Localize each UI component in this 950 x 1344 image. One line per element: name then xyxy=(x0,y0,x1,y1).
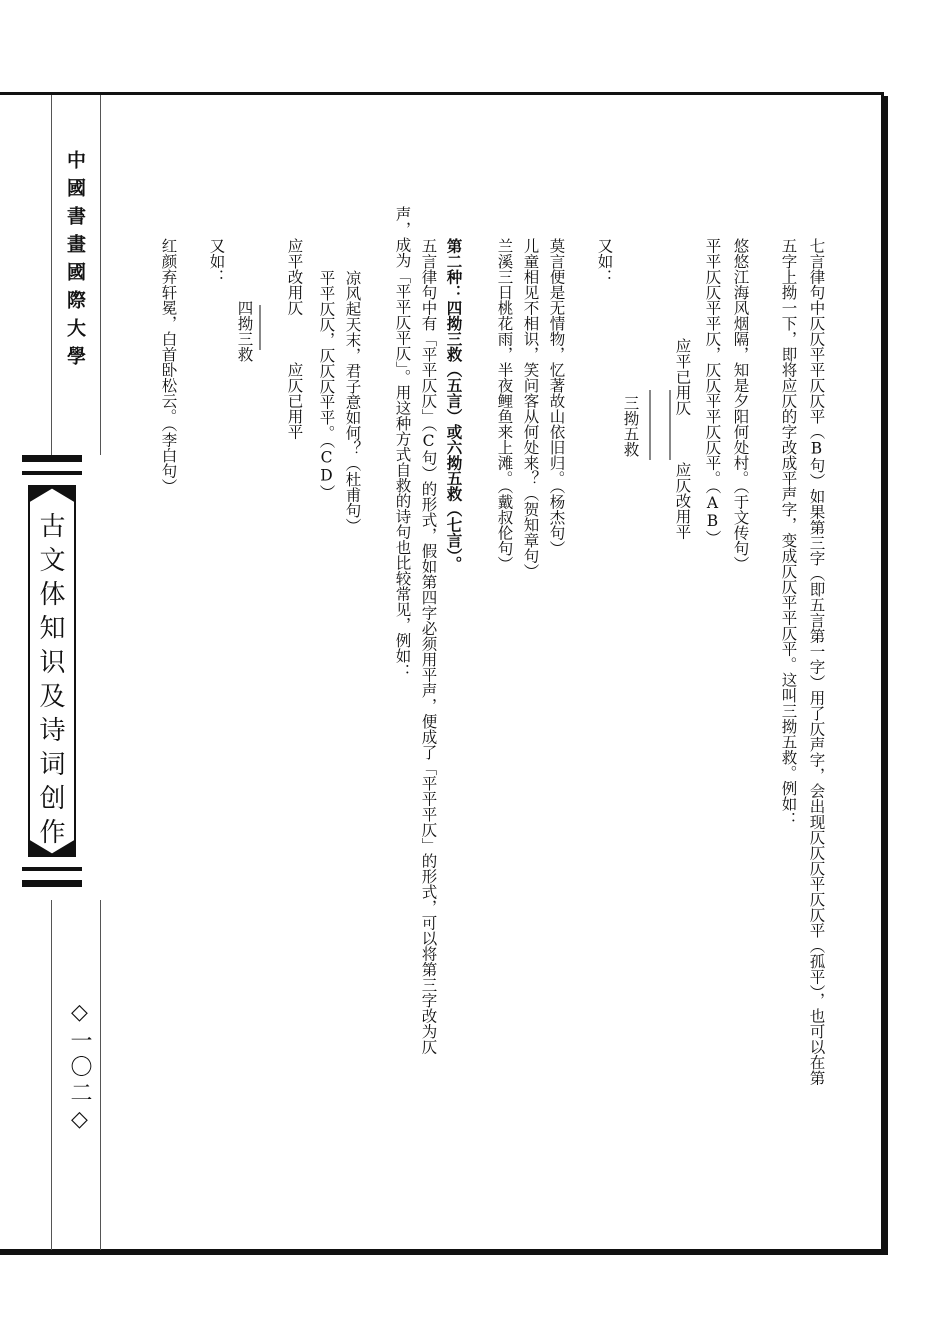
page-number: ◇一〇二◇ xyxy=(67,1000,92,1136)
tone-pattern-2: 平平仄仄，仄仄仄平平。（CD） xyxy=(317,270,336,500)
text-line-2: 五字上拗一下，即将应仄的字改成平声字，变成仄仄平平仄平。这叫三拗五救。例如： xyxy=(779,238,798,827)
section-heading-2: 第二种：四拗三救（五言）或六拗五救（七言）。 xyxy=(444,238,464,572)
poem-line-2: 莫言便是无情物，忆著故山依旧归。（杨杰句） xyxy=(547,238,566,556)
title-band-bottom-bar xyxy=(22,880,82,887)
poem-line-5: 凉风起天末，君子意如何？（杜甫句） xyxy=(343,270,362,534)
sidebar-rule-right-lower xyxy=(100,900,101,1250)
text-line-youru-1: 又如： xyxy=(595,238,614,285)
page-frame xyxy=(0,92,884,1252)
text-line-4: 声，成为「平平仄平仄」。用这种方式自救的诗句也比较常见，例如： xyxy=(393,206,412,679)
diagram-1-arrows xyxy=(600,380,700,470)
title-band-top-bar xyxy=(22,455,82,462)
frame-shadow-bottom xyxy=(0,1251,888,1255)
frame-shadow-right xyxy=(884,96,888,1255)
poem-line-1: 悠悠江海风烟隔，知是夕阳何处村。（于文传句） xyxy=(731,238,750,572)
text-line-3: 五言律句中有「平平仄仄」（C句）的形式，假如第四字必须用平声，便成了「平平平仄」的形式，可以将第三字改为仄 xyxy=(419,238,438,1055)
university-name: 中國書畫國際大學 xyxy=(64,150,86,374)
tone-pattern-1: 平平仄仄平平仄，仄仄平平仄仄平。（AB） xyxy=(703,238,722,546)
diagram-1-caption: 三拗五救 xyxy=(621,395,640,457)
diagram-1-labels: 应平已用仄 应仄改用平 xyxy=(673,338,692,540)
diagram-2-caption: 四拗三救 xyxy=(235,300,254,362)
diagram-2-labels: 应平改用仄 应仄已用平 xyxy=(285,238,304,440)
sidebar-rule-left-lower xyxy=(51,900,52,1250)
sidebar-rule-right xyxy=(100,95,101,455)
text-line-youru-2: 又如： xyxy=(207,238,226,285)
poem-line-3: 儿童相见不相识，笑问客从何处来？（贺知章句） xyxy=(521,238,540,579)
poem-line-4: 兰溪三日桃花雨，半夜鲤鱼来上滩。（戴叔伦句） xyxy=(495,238,514,572)
title-band-bottom-bar-thin xyxy=(22,867,82,871)
diagram-2-arrows xyxy=(230,300,310,360)
poem-line-6: 红颜弃轩冕，白首卧松云。（李白句） xyxy=(159,238,178,494)
book-title: 古文体知识及诗词创作 xyxy=(35,512,65,852)
sidebar-rule-left xyxy=(51,95,52,455)
title-box-top-chevron xyxy=(28,485,76,503)
text-line-1: 七言律句中仄仄平平仄仄平（B句）如果第三字（即五言第一字）用了仄声字，会出现仄仄仄平仄仄平（孤平），也可以在第 xyxy=(807,238,826,1086)
title-band-top-bar-thin xyxy=(22,471,82,475)
